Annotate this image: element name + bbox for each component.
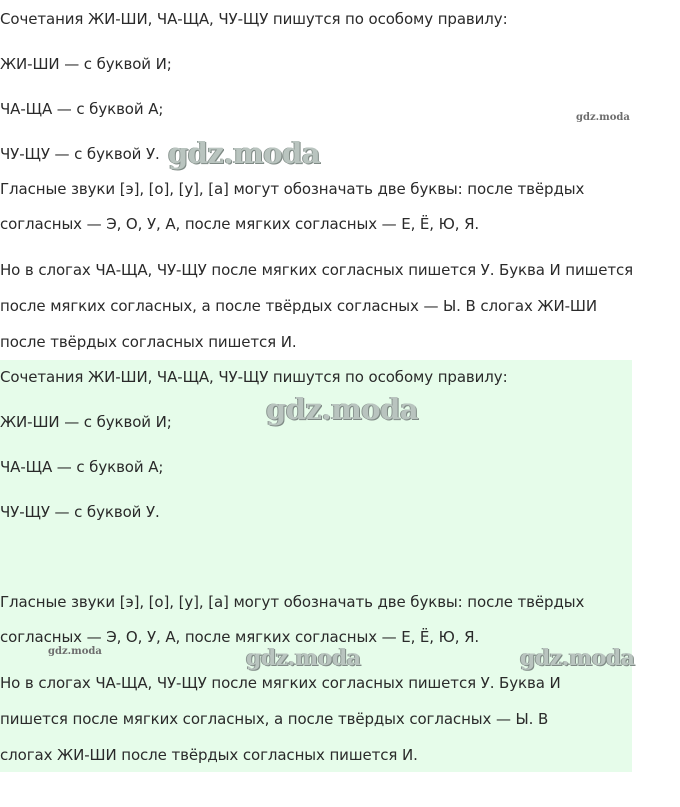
rule-intro-text: Сочетания ЖИ-ШИ, ЧА-ЩА, ЧУ-ЩУ пишутся по особому правилу:	[0, 368, 508, 386]
rule-chu-shchu-text: ЧУ-ЩУ — с буквой У.	[0, 503, 160, 521]
vowels-paragraph-line: Гласные звуки [э], [о], [у], [а] могут обозначать две буквы: после твёрдых	[0, 593, 585, 611]
explanation-paragraph-line: Но в слогах ЧА-ЩА, ЧУ-ЩУ после мягких согласных пишется У. Буква И	[0, 674, 561, 692]
explanation-paragraph-line: Но в слогах ЧА-ЩА, ЧУ-ЩУ после мягких согласных пишется У. Буква И пишется	[0, 261, 634, 279]
vowels-paragraph-line: согласных — Э, О, У, А, после мягких согласных — Е, Ё, Ю, Я.	[0, 628, 480, 646]
watermark-logo: gdz.moda	[266, 392, 419, 426]
watermark-logo: gdz.moda	[576, 112, 630, 123]
explanation-paragraph-line: после твёрдых согласных пишется И.	[0, 333, 297, 351]
watermark-logo: gdz.moda	[48, 646, 102, 657]
vowels-paragraph-line: согласных — Э, О, У, А, после мягких согласных — Е, Ё, Ю, Я.	[0, 215, 480, 233]
rule-intro-text: Сочетания ЖИ-ШИ, ЧА-ЩА, ЧУ-ЩУ пишутся по особому правилу:	[0, 10, 508, 28]
rule-zhi-shi-text: ЖИ-ШИ — с буквой И;	[0, 413, 172, 431]
watermark-logo: gdz.moda	[520, 645, 635, 671]
watermark-logo: gdz.moda	[246, 645, 361, 671]
vowels-paragraph-line: Гласные звуки [э], [о], [у], [а] могут обозначать две буквы: после твёрдых	[0, 180, 585, 198]
explanation-paragraph-line: пишется после мягких согласных, а после твёрдых согласных — Ы. В	[0, 710, 549, 728]
explanation-paragraph-line: после мягких согласных, а после твёрдых согласных — Ы. В слогах ЖИ-ШИ	[0, 297, 597, 315]
rule-cha-shcha-text: ЧА-ЩА — с буквой А;	[0, 458, 164, 476]
rule-zhi-shi-text: ЖИ-ШИ — с буквой И;	[0, 55, 172, 73]
watermark-logo: gdz.moda	[168, 136, 321, 170]
rule-chu-shchu-text: ЧУ-ЩУ — с буквой У.	[0, 145, 160, 163]
rule-cha-shcha-text: ЧА-ЩА — с буквой А;	[0, 100, 164, 118]
explanation-paragraph-line: слогах ЖИ-ШИ после твёрдых согласных пишется И.	[0, 746, 418, 764]
